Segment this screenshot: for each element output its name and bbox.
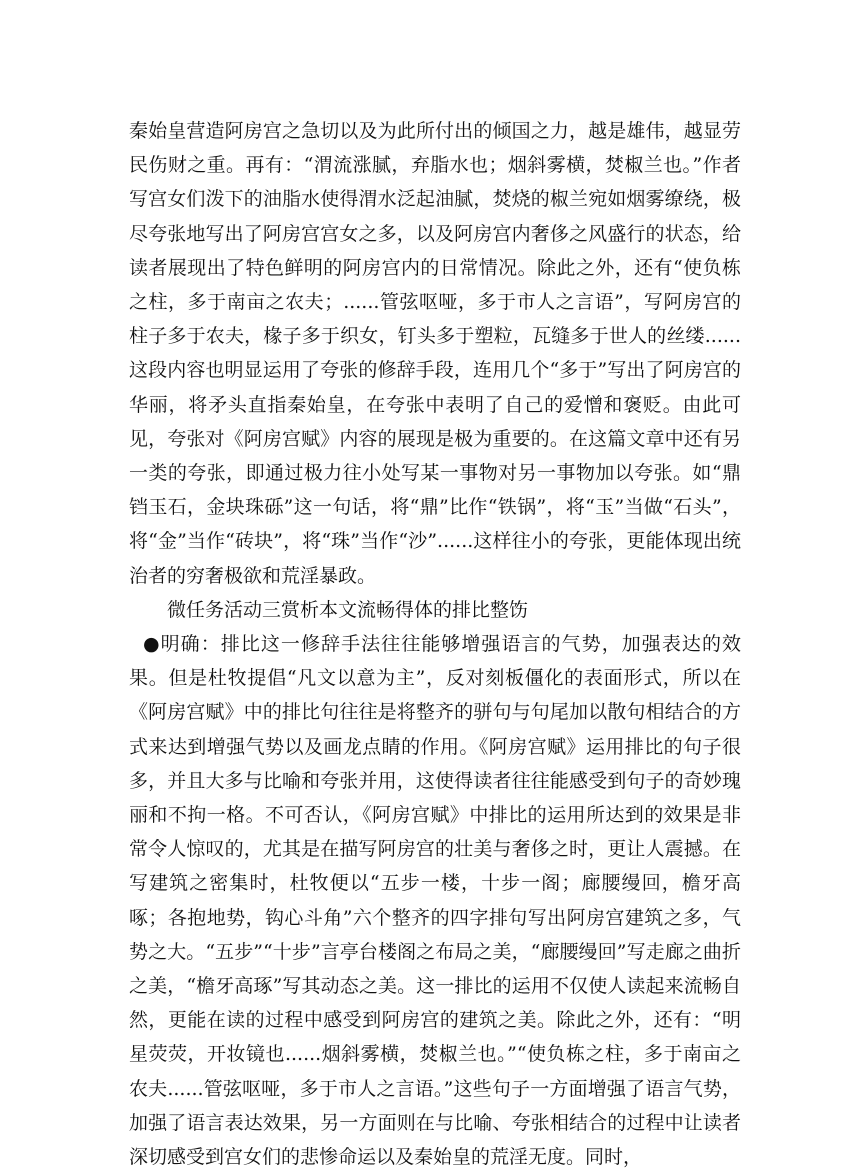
section-heading: 微任务活动三赏析本文流畅得体的排比整饬 <box>167 598 529 621</box>
document-body <box>129 114 741 1174</box>
paragraph-parallelism: ●明确：排比这一修辞手法往往能够增强语言的气势，加强表达的效果。但是杜牧提倡“凡文以意为主”，反对刻板僵化的表面形式，所以在《阿房宫赋》中的排比句往往是将整齐的骈句与句尾加以散句相结合的方式来达到增强气势以及画龙点睛的作用。《阿房宫赋》运用排比的句子很多，并且大多与比喻和夸张并用，这使得读者往往能感受到句子的奇妙瑰丽和不拘一格。不可否认，《阿房宫赋》中排比的运用所达到的效果是非常令人惊叹的，尤其是在描写阿房宫的壮美与奢侈之时，更让人震撼。在写建筑之密集时，杜牧便以“五步一楼，十步一阁；廊腰缦回，檐牙高啄；各抱地势，钩心斗角”六个整齐的四字排句写出阿房宫建筑之多，气势之大。“五步”“十步”言亭台楼阁之布局之美，“廊腰缦回”写走廊之曲折之美，“檐牙高琢”写其动态之美。这一排比的运用不仅使人读起来流畅自然，更能在读的过程中感受到阿房宫的建筑之美。除此之外，还有：“明星荧荧，开妆镜也......烟斜雾横，焚椒兰也。”“使负栋之柱，多于南亩之农夫......管弦呕哑，多于市人之言语。”这些句子一方面增强了语言气势，加强了语言表达效果，另一方面则在与比喻、夸张相结合的过程中让读者深切感受到宫女们的悲惨命运以及秦始皇的荒淫无度。同时， <box>129 633 741 1169</box>
paragraph-hyperbole: 秦始皇营造阿房宫之急切以及为此所付出的倾国之力，越是雄伟，越显劳民伤财之重。再有：“渭流涨腻，弃脂水也；烟斜雾横，焚椒兰也。”作者写宫女们泼下的油脂水使得渭水泛起油腻，焚烧的椒兰宛如烟雾缭绕，极尽夸张地写出了阿房宫宫女之多，以及阿房宫内奢侈之风盛行的状态，给读者展现出了特色鲜明的阿房宫内的日常情况。除此之外，还有“使负栋之柱，多于南亩之农夫；......管弦呕哑，多于市人之言语”，写阿房宫的柱子多于农夫，椽子多于织女，钉头多于塑粒，瓦缝多于世人的丝缕......这段内容也明显运用了夸张的修辞手段，连用几个“多于”写出了阿房宫的华丽，将矛头直指秦始皇，在夸张中表明了自己的爱憎和褒贬。由此可见，夸张对《阿房宫赋》内容的展现是极为重要的。在这篇文章中还有另一类的夸张，即通过极力往小处写某一事物对另一事物加以夸张。如“鼎铛玉石，金块珠砾”这一句话，将“鼎”比作“铁锅”，将“玉”当做“石头”，将“金”当作“砖块”，将“珠”当作“沙”......这样往小的夸张，更能体现出统治者的穷奢极欲和荒淫暴政。 <box>129 120 741 587</box>
